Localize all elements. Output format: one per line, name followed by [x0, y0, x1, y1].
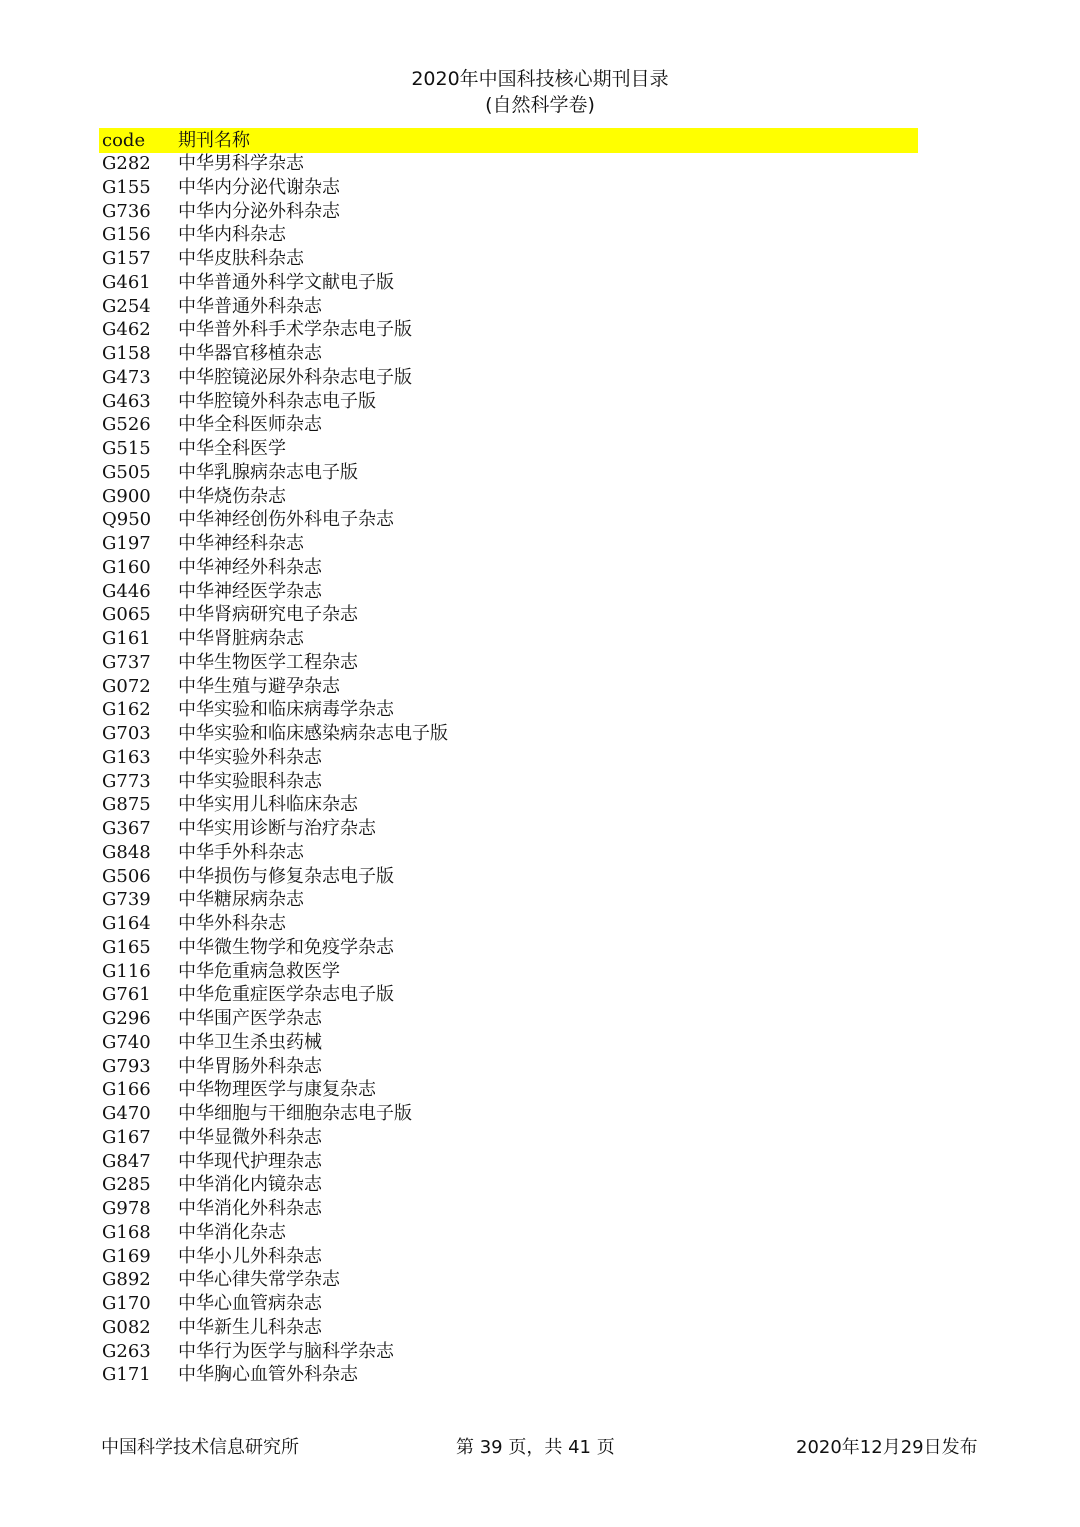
table-row	[0, 983, 1080, 1007]
journal-code: G162	[102, 699, 151, 721]
journal-name: 中华内分泌外科杂志	[178, 200, 340, 222]
table-row	[0, 413, 1080, 437]
table-row	[0, 461, 1080, 485]
journal-code: G156	[102, 224, 151, 246]
table-row	[0, 1055, 1080, 1079]
journal-name: 中华腔镜泌尿外科杂志电子版	[178, 366, 412, 388]
table-row	[0, 271, 1080, 295]
table-row	[0, 817, 1080, 841]
journal-code: G171	[102, 1364, 151, 1386]
table-row	[0, 1031, 1080, 1055]
journal-code: G473	[102, 366, 151, 388]
journal-name: 中华消化内镜杂志	[178, 1174, 322, 1196]
table-row	[0, 888, 1080, 912]
journal-name: 中华新生儿科杂志	[178, 1316, 322, 1338]
journal-name: 中华实验和临床感染病杂志电子版	[178, 723, 448, 744]
journal-name: 中华实验和临床病毒学杂志	[178, 699, 394, 721]
journal-name: 中华损伤与修复杂志电子版	[178, 865, 394, 887]
journal-code: G892	[102, 1269, 151, 1291]
journal-name: 中华实用诊断与治疗杂志	[178, 818, 376, 839]
table-row	[0, 152, 1080, 176]
table-row	[0, 675, 1080, 699]
journal-name: 中华烧伤杂志	[178, 485, 286, 507]
journal-code: G168	[102, 1221, 151, 1243]
journal-name: 中华微生物学和免疫学杂志	[178, 936, 394, 958]
journal-name: 中华实用儿科临床杂志	[178, 794, 358, 816]
table-row	[0, 1173, 1080, 1197]
journal-code: G526	[102, 414, 151, 436]
journal-code: G505	[102, 461, 151, 483]
journal-code: G161	[102, 628, 151, 649]
table-row	[0, 1268, 1080, 1292]
table-row	[0, 865, 1080, 889]
table-row	[0, 485, 1080, 509]
column-header-code: code	[102, 130, 146, 151]
journal-code: G163	[102, 746, 151, 768]
journal-code: G463	[102, 390, 151, 412]
table-row	[0, 176, 1080, 200]
table-row	[0, 1340, 1080, 1364]
table-row	[0, 295, 1080, 319]
journal-code: G263	[102, 1340, 151, 1362]
table-row	[0, 247, 1080, 271]
journal-name: 中华生殖与避孕杂志	[178, 675, 340, 697]
footer-publisher: 中国科学技术信息研究所	[101, 1437, 299, 1458]
table-row	[0, 1221, 1080, 1245]
table-row	[0, 508, 1080, 532]
journal-code: G848	[102, 841, 151, 863]
table-row	[0, 318, 1080, 342]
table-row	[0, 366, 1080, 390]
journal-name: 中华危重病急救医学	[178, 960, 340, 982]
table-row	[0, 556, 1080, 580]
journal-name: 中华实验眼科杂志	[178, 770, 322, 792]
table-row	[0, 936, 1080, 960]
table-row	[0, 1197, 1080, 1221]
journal-code: G160	[102, 556, 151, 578]
journal-code: G197	[102, 533, 151, 554]
journal-name: 中华消化杂志	[178, 1221, 286, 1243]
journal-name: 中华围产医学杂志	[178, 1008, 322, 1029]
journal-code: G157	[102, 248, 151, 269]
journal-list	[0, 152, 1080, 1387]
journal-name: 中华小儿外科杂志	[178, 1245, 322, 1267]
document-subtitle: (自然科学卷)	[485, 94, 595, 116]
journal-code: G072	[102, 675, 151, 697]
journal-code: G167	[102, 1126, 151, 1148]
journal-name: 中华神经科杂志	[178, 533, 304, 554]
document-title: 2020年中国科技核心期刊目录	[411, 68, 669, 90]
journal-name: 中华细胞与干细胞杂志电子版	[178, 1103, 412, 1124]
journal-code: G155	[102, 176, 151, 198]
journal-name: 中华普通外科杂志	[178, 295, 322, 317]
journal-code: G900	[102, 485, 151, 507]
journal-code: G170	[102, 1293, 151, 1314]
journal-code: G158	[102, 343, 151, 364]
journal-name: 中华实验外科杂志	[178, 746, 322, 768]
table-row	[0, 342, 1080, 366]
journal-code: G082	[102, 1316, 151, 1338]
journal-name: 中华糖尿病杂志	[178, 889, 304, 911]
journal-code: G470	[102, 1103, 151, 1124]
table-row	[0, 437, 1080, 461]
journal-code: G773	[102, 770, 151, 792]
journal-code: G461	[102, 271, 151, 293]
journal-code: G065	[102, 604, 151, 626]
journal-name: 中华神经医学杂志	[178, 580, 322, 602]
journal-name: 中华器官移植杂志	[178, 343, 322, 364]
journal-name: 中华普通外科学文献电子版	[178, 271, 394, 293]
journal-name: 中华内分泌代谢杂志	[178, 176, 340, 198]
table-row	[0, 390, 1080, 414]
journal-name: 中华生物医学工程杂志	[178, 651, 358, 673]
journal-name: 中华内科杂志	[178, 224, 286, 246]
journal-code: G737	[102, 651, 151, 673]
journal-code: G739	[102, 889, 151, 911]
journal-code: G793	[102, 1055, 151, 1077]
table-row	[0, 746, 1080, 770]
journal-name: 中华卫生杀虫药械	[178, 1031, 322, 1053]
journal-name: 中华男科学杂志	[178, 153, 304, 174]
table-row	[0, 698, 1080, 722]
journal-code: G116	[102, 960, 151, 982]
journal-name: 中华心血管病杂志	[178, 1293, 322, 1314]
journal-name: 中华腔镜外科杂志电子版	[178, 390, 376, 412]
table-row	[0, 223, 1080, 247]
table-row	[0, 1007, 1080, 1031]
footer-page-info: 第 39 页，共 41 页	[456, 1437, 615, 1458]
journal-code: G761	[102, 984, 151, 1006]
table-row	[0, 651, 1080, 675]
journal-code: Q950	[102, 509, 152, 531]
journal-name: 中华胃肠外科杂志	[178, 1055, 322, 1077]
journal-name: 中华胸心血管外科杂志	[178, 1364, 358, 1386]
table-row	[0, 841, 1080, 865]
table-row	[0, 1150, 1080, 1174]
table-row	[0, 722, 1080, 746]
journal-code: G736	[102, 200, 151, 222]
journal-code: G166	[102, 1079, 151, 1101]
journal-code: G462	[102, 319, 151, 341]
journal-name: 中华全科医师杂志	[178, 414, 322, 436]
table-row	[0, 1102, 1080, 1126]
journal-code: G169	[102, 1245, 151, 1267]
table-row	[0, 1363, 1080, 1387]
table-row	[0, 1245, 1080, 1269]
table-row	[0, 912, 1080, 936]
table-row	[0, 960, 1080, 984]
journal-name: 中华皮肤科杂志	[178, 248, 304, 269]
journal-name: 中华普外科手术学杂志电子版	[178, 319, 412, 341]
column-header-name: 期刊名称	[178, 130, 250, 151]
journal-name: 中华外科杂志	[178, 913, 286, 934]
table-row	[0, 627, 1080, 651]
footer-date: 2020年12月29日发布	[796, 1437, 978, 1458]
journal-code: G847	[102, 1150, 151, 1172]
journal-code: G875	[102, 794, 151, 816]
journal-code: G506	[102, 865, 151, 887]
journal-name: 中华全科医学	[178, 438, 286, 459]
journal-name: 中华乳腺病杂志电子版	[178, 461, 358, 483]
journal-code: G254	[102, 295, 151, 317]
journal-name: 中华肾脏病杂志	[178, 628, 304, 649]
table-row	[0, 200, 1080, 224]
journal-name: 中华行为医学与脑科学杂志	[178, 1340, 394, 1362]
journal-name: 中华肾病研究电子杂志	[178, 604, 358, 626]
journal-name: 中华手外科杂志	[178, 841, 304, 863]
table-row	[0, 532, 1080, 556]
journal-code: G446	[102, 580, 151, 602]
journal-code: G285	[102, 1174, 151, 1196]
journal-name: 中华物理医学与康复杂志	[178, 1079, 376, 1101]
table-row	[0, 1126, 1080, 1150]
journal-code: G978	[102, 1198, 151, 1219]
journal-code: G703	[102, 723, 151, 744]
journal-code: G282	[102, 153, 151, 174]
table-row	[0, 580, 1080, 604]
journal-name: 中华危重症医学杂志电子版	[178, 984, 394, 1006]
journal-name: 中华消化外科杂志	[178, 1198, 322, 1219]
table-row	[0, 603, 1080, 627]
journal-code: G164	[102, 913, 151, 934]
table-row	[0, 1078, 1080, 1102]
table-row	[0, 1316, 1080, 1340]
table-row	[0, 770, 1080, 794]
journal-name: 中华神经创伤外科电子杂志	[178, 509, 394, 531]
journal-code: G740	[102, 1031, 151, 1053]
journal-code: G515	[102, 438, 151, 459]
journal-name: 中华显微外科杂志	[178, 1126, 322, 1148]
table-row	[0, 1292, 1080, 1316]
journal-name: 中华神经外科杂志	[178, 556, 322, 578]
table-row	[0, 793, 1080, 817]
journal-name: 中华心律失常学杂志	[178, 1269, 340, 1291]
journal-code: G367	[102, 818, 151, 839]
journal-code: G165	[102, 936, 151, 958]
journal-code: G296	[102, 1008, 151, 1029]
journal-name: 中华现代护理杂志	[178, 1150, 322, 1172]
